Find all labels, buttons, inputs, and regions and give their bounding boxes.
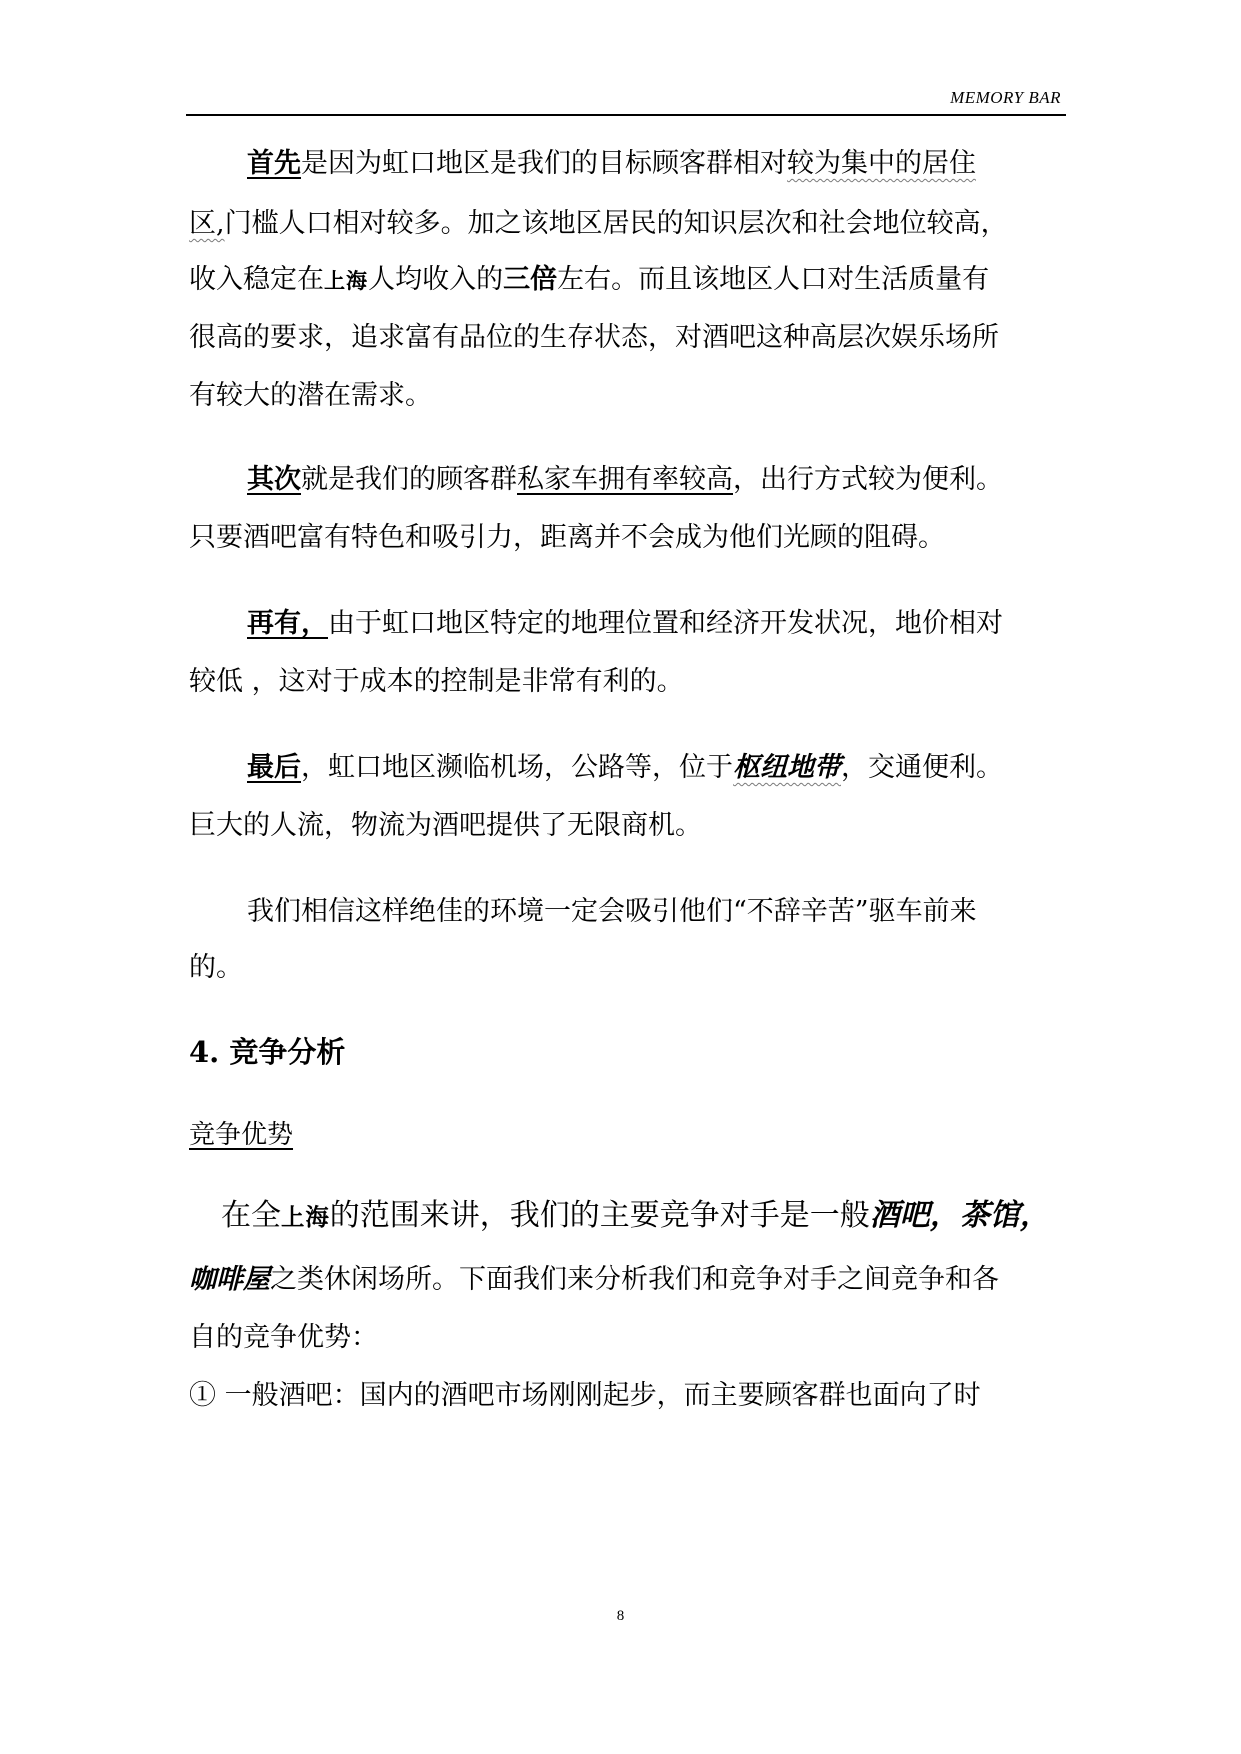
paragraph-4-lead: 最后 <box>247 752 301 783</box>
paragraph-1-line-4: 很高的要求，追求富有品位的生存状态，对酒吧这种高层次娱乐场所 <box>189 322 999 353</box>
paragraph-4-emphasis: 枢纽地带 <box>733 752 841 783</box>
paragraph-2-text: 就是我们的顾客群 <box>301 464 517 495</box>
paragraph-1-text-2: 门槛人口相对较多。加之该地区居民的知识层次和社会地位较高， <box>224 208 1008 239</box>
intro-line-2 <box>189 1262 999 1298</box>
running-header-title: MEMORY BAR <box>950 88 1061 107</box>
paragraph-5-line-2: 的。 <box>189 952 243 983</box>
paragraph-2-underlined-phrase: 私家车拥有率较高 <box>517 464 733 495</box>
paragraph-2-line-1 <box>247 462 1003 498</box>
paragraph-1-line-5: 有较大的潜在需求。 <box>189 380 432 411</box>
section-subheading: 竞争优势 <box>189 1120 294 1150</box>
paragraph-1-emphasis: 三倍 <box>503 264 558 295</box>
paragraph-3-line-2: 较低 ，这对于成本的控制是非常有利的。 <box>189 666 684 697</box>
paragraph-1-line-2 <box>189 206 1008 242</box>
paragraph-1-wavy-phrase: 较为集中的居住 <box>787 148 976 179</box>
paragraph-4-line-2: 巨大的人流，物流为酒吧提供了无限商机。 <box>189 810 702 841</box>
paragraph-4-text-2: ，交通便利。 <box>841 752 1003 783</box>
paragraph-3-lead: 再有， <box>247 608 328 639</box>
intro-line-3: 自的竞争优势： <box>189 1322 378 1353</box>
paragraph-1-line-3 <box>189 262 989 299</box>
paragraph-2-line-2: 只要酒吧富有特色和吸引力，距离并不会成为他们光顾的阻碍。 <box>189 522 945 553</box>
paragraph-2-text-2: ，出行方式较为便利。 <box>733 464 1003 495</box>
paragraph-5-line-1: 我们相信这样绝佳的环境一定会吸引他们“不辞辛苦”驱车前来 <box>247 896 977 927</box>
intro-line-1 <box>221 1198 1050 1235</box>
intro-text: 在全 <box>221 1198 281 1233</box>
list-item: ① 一般酒吧：国内的酒吧市场刚刚起步，而主要顾客群也面向了时 <box>189 1380 981 1411</box>
paragraph-4-line-1 <box>247 750 1003 786</box>
shanghai-stylized-text-2: 上海 <box>281 1203 330 1231</box>
paragraph-1-text-3: 收入稳定在 <box>189 264 324 295</box>
paragraph-1-text: 是因为虹口地区是我们的目标顾客群相对 <box>301 148 787 179</box>
header-divider <box>186 114 1066 116</box>
paragraph-1-lead: 首先 <box>247 148 301 179</box>
intro-emphasis-2: 咖啡屋 <box>189 1264 270 1295</box>
paragraph-1-text-4: 人均收入的 <box>368 264 504 295</box>
paragraph-4-text: ，虹口地区濒临机场，公路等，位于 <box>301 752 733 783</box>
paragraph-3-line-1 <box>247 606 1003 642</box>
paragraph-1-text-5: 左右。而且该地区人口对生活质量有 <box>557 264 990 295</box>
paragraph-1-wavy-phrase-2: 区, <box>189 208 225 239</box>
paragraph-2-lead: 其次 <box>247 464 301 495</box>
paragraph-3-text: 由于虹口地区特定的地理位置和经济开发状况，地价相对 <box>328 608 1003 639</box>
shanghai-stylized-text: 上海 <box>324 268 369 293</box>
section-heading: 4. 竞争分析 <box>189 1035 346 1069</box>
intro-text-2: 的范围来讲，我们的主要竞争对手是一般 <box>329 1198 870 1233</box>
intro-emphasis: 酒吧，茶馆， <box>869 1198 1050 1233</box>
paragraph-1-line-1 <box>247 146 976 182</box>
page-number: 8 <box>616 1608 625 1624</box>
intro-text-3: 之类休闲场所。下面我们来分析我们和竞争对手之间竞争和各 <box>270 1264 999 1295</box>
